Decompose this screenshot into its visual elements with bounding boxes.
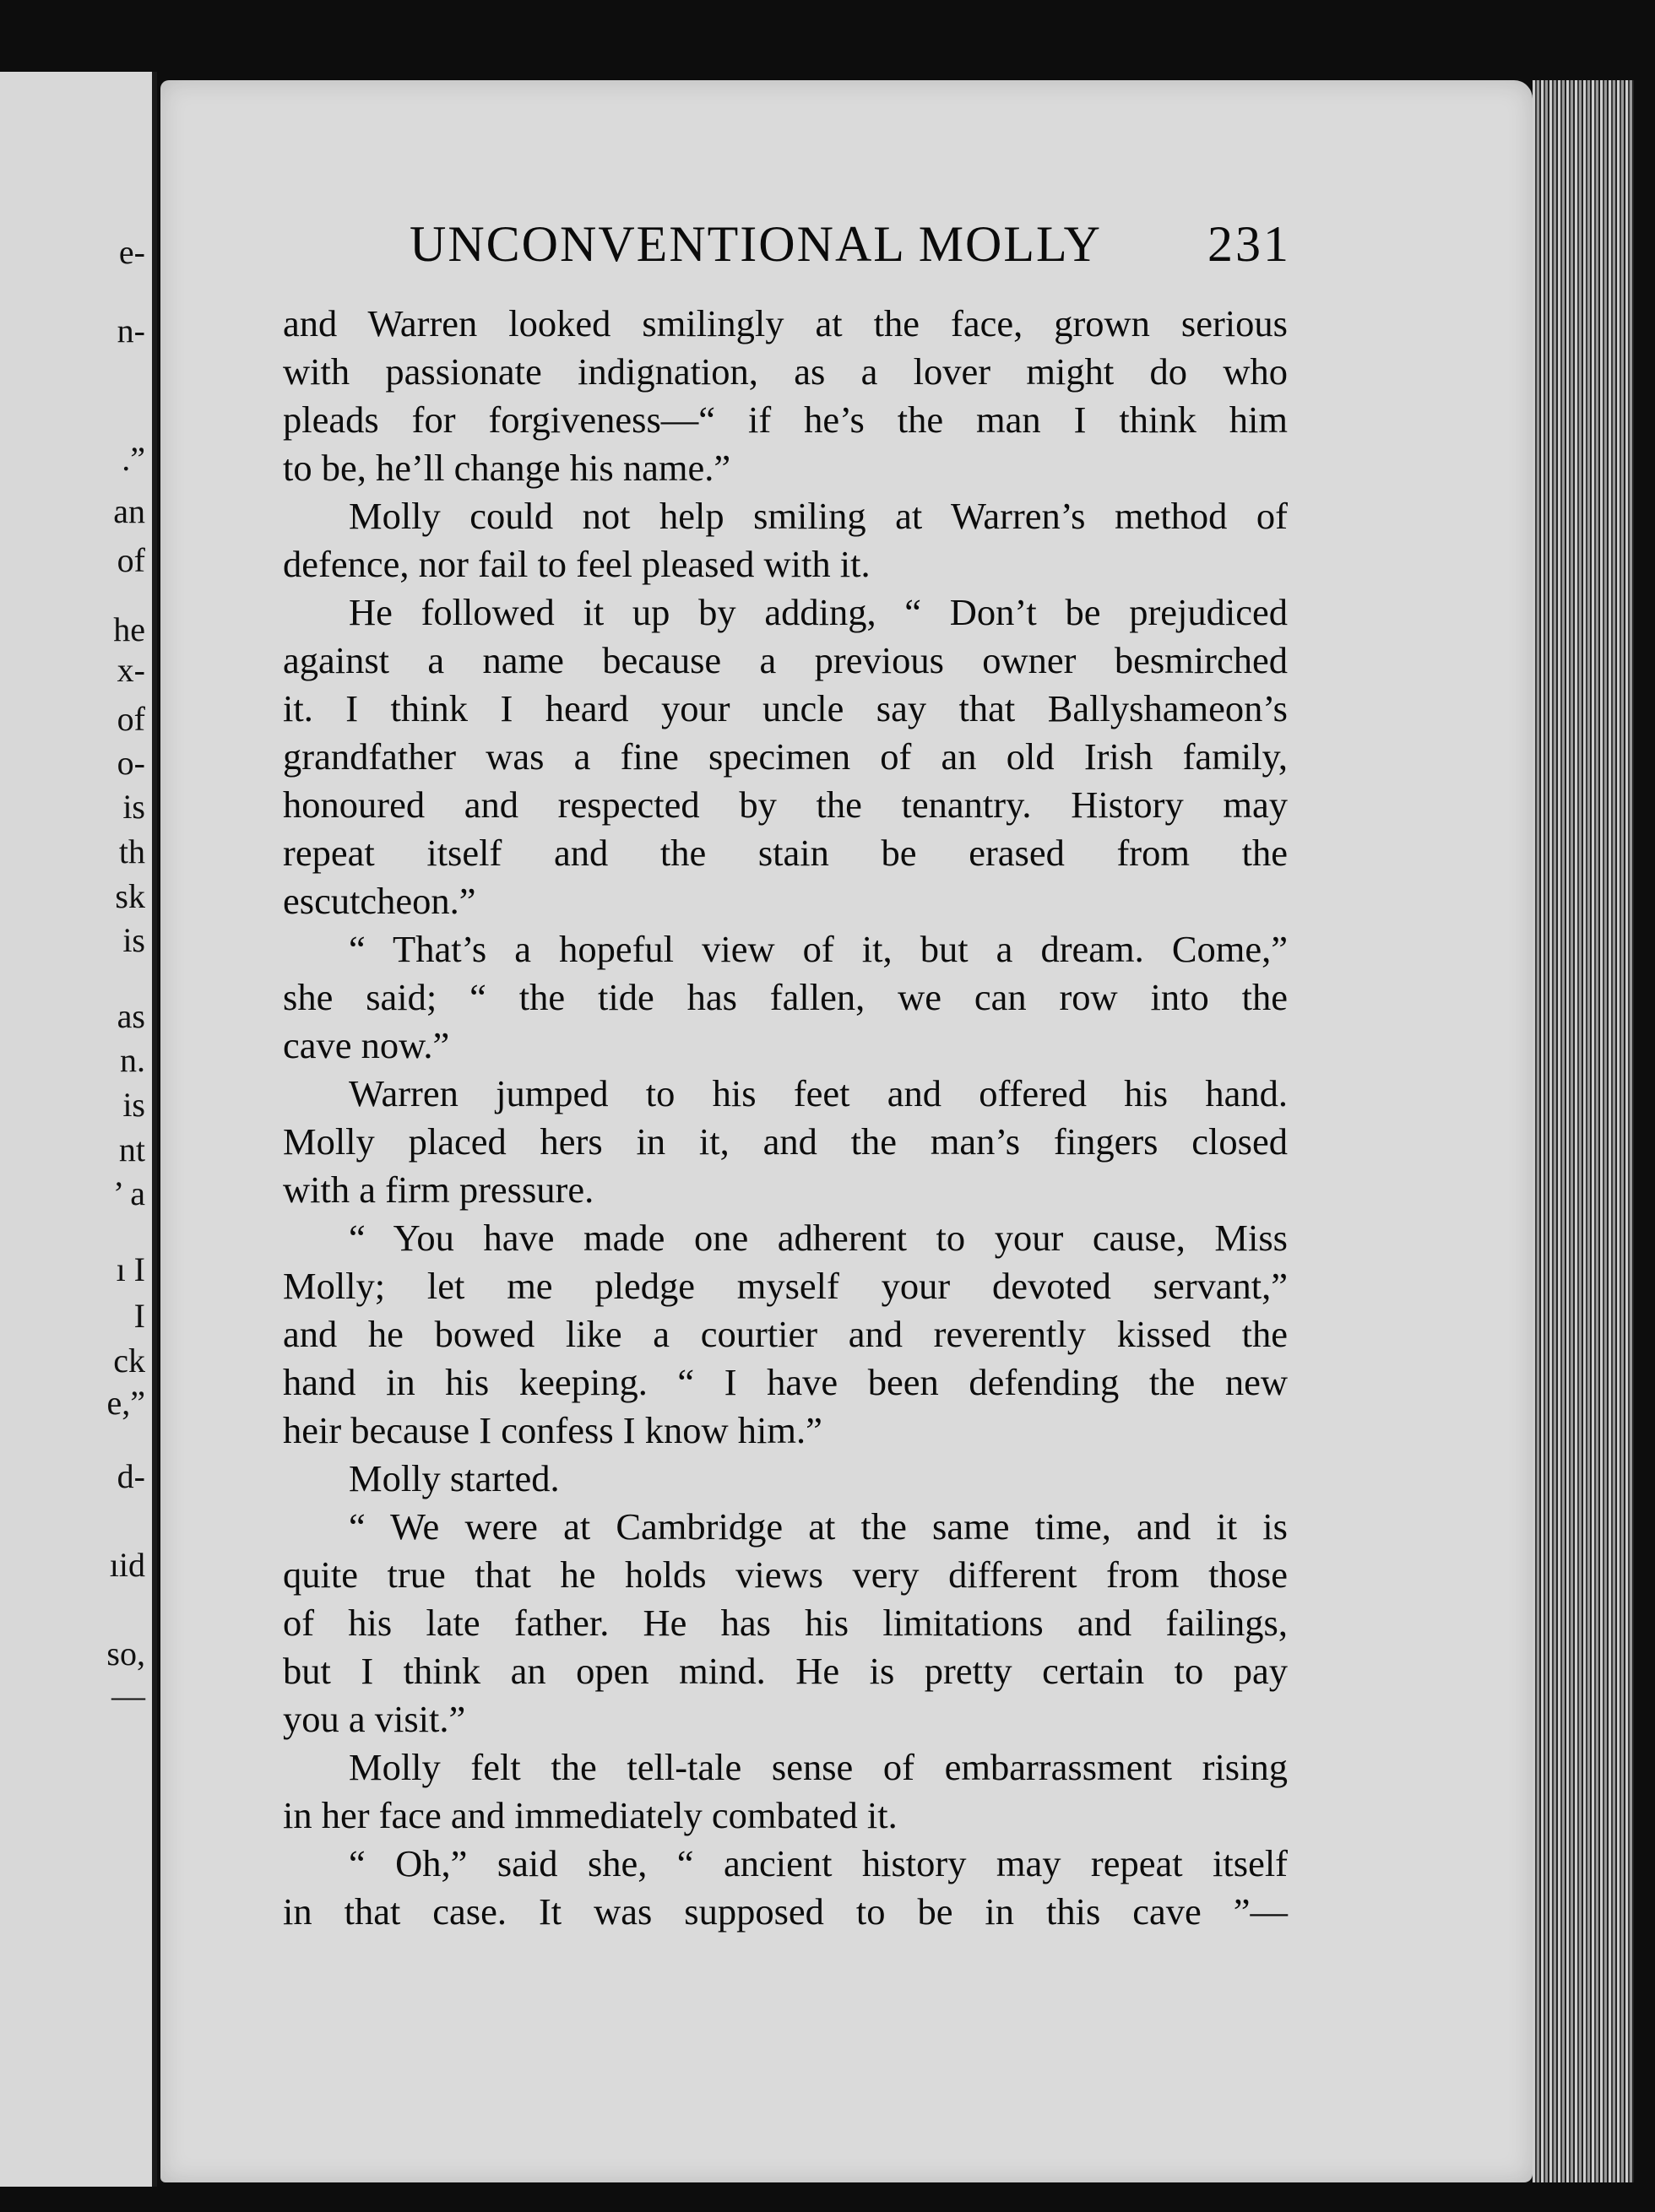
text-line: honoured and respected by the tenantry. History may [283,783,1288,826]
text-line: and he bowed like a courtier and reverently kissed the [283,1313,1288,1355]
text-line: He followed it up by adding, “ Don’t be prejudiced [349,591,1288,633]
left-page-fragment: o- [117,744,145,782]
left-page-fragment: n. [120,1041,145,1079]
text-line: hand in his keeping. “ I have been defending the new [283,1361,1288,1403]
left-page-fragment: I [133,1297,145,1335]
page-edges [1533,80,1634,2182]
left-facing-page [0,72,157,2187]
text-line: with a firm pressure. [283,1168,594,1211]
left-page-fragment: nt [118,1130,145,1168]
left-page-fragment: as [117,997,145,1035]
text-line: it. I think I heard your uncle say that Ballyshameon’s [283,687,1288,729]
left-page-fragment: of [117,541,145,579]
text-line: Molly placed hers in it, and the man’s fingers closed [283,1120,1288,1163]
text-line: cave now.” [283,1024,450,1066]
text-line: pleads for forgiveness—“ if he’s the man I think him [283,398,1288,441]
text-line: you a visit.” [283,1698,466,1740]
left-page-fragment: x- [117,651,145,689]
text-line: repeat itself and the stain be erased from the [283,832,1288,874]
text-line: she said; “ the tide has fallen, we can row into the [283,976,1288,1018]
text-line: grandfather was a fine specimen of an old Irish family, [283,735,1288,778]
text-line: “ Oh,” said she, “ ancient history may repeat itself [349,1842,1288,1884]
left-page-fragment: ’ a [112,1174,145,1212]
text-line: Molly; let me pledge myself your devoted servant,” [283,1265,1288,1307]
text-line: “ We were at Cambridge at the same time, and it is [349,1505,1288,1548]
text-line: defence, nor fail to feel pleased with it. [283,543,871,585]
text-line: Warren jumped to his feet and offered his hand. [349,1072,1288,1114]
page-number: 231 [1207,216,1291,272]
text-line: quite true that he holds views very different from those [283,1553,1288,1596]
running-title: UNCONVENTIONAL MOLLY [410,216,1102,272]
left-page-fragment: .” [122,440,145,478]
left-page-fragment: e- [118,233,145,271]
left-page-fragment: ıid [109,1546,145,1584]
text-line: of his late father. He has his limitations and failings, [283,1602,1288,1644]
left-page-fragment: sk [115,877,145,915]
left-page-fragment: ı I [116,1250,145,1288]
left-page-fragment: of [117,700,145,738]
left-page-fragment: ck [113,1342,145,1380]
text-line: to be, he’ll change his name.” [283,447,731,489]
left-page-fragment: an [113,492,145,530]
left-page-fragment: is [122,1086,145,1124]
left-page-fragment: so, [106,1635,145,1673]
text-line: “ That’s a hopeful view of it, but a dream. Come,” [349,928,1288,970]
running-header [410,215,1296,274]
text-line: and Warren looked smilingly at the face, grown serious [283,302,1288,344]
text-line: Molly started. [349,1457,560,1499]
left-page-fragment: he [113,610,145,648]
text-line: Molly felt the tell-tale sense of embarrassment rising [349,1746,1288,1788]
text-line: with passionate indignation, as a lover might do who [283,350,1288,393]
left-page-fragment: is [122,921,145,959]
text-line: escutcheon.” [283,880,476,922]
body-text [283,300,1288,1936]
text-line: against a name because a previous owner besmirched [283,639,1288,681]
left-page-fragment: — [111,1677,145,1715]
left-page-fragment: is [122,788,145,826]
left-page-fragment: n- [117,312,145,350]
text-line: in that case. It was supposed to be in this cave ”— [283,1890,1288,1933]
text-line: heir because I confess I know him.” [283,1409,822,1451]
text-line: Molly could not help smiling at Warren’s method of [349,495,1288,537]
left-page-fragment: th [118,832,145,870]
left-page-fragment: d- [117,1457,145,1495]
text-line: “ You have made one adherent to your cause, Miss [349,1217,1288,1259]
left-page-fragment: e,” [106,1384,145,1422]
text-line: in her face and immediately combated it. [283,1794,898,1836]
text-line: but I think an open mind. He is pretty certain to pay [283,1650,1288,1692]
